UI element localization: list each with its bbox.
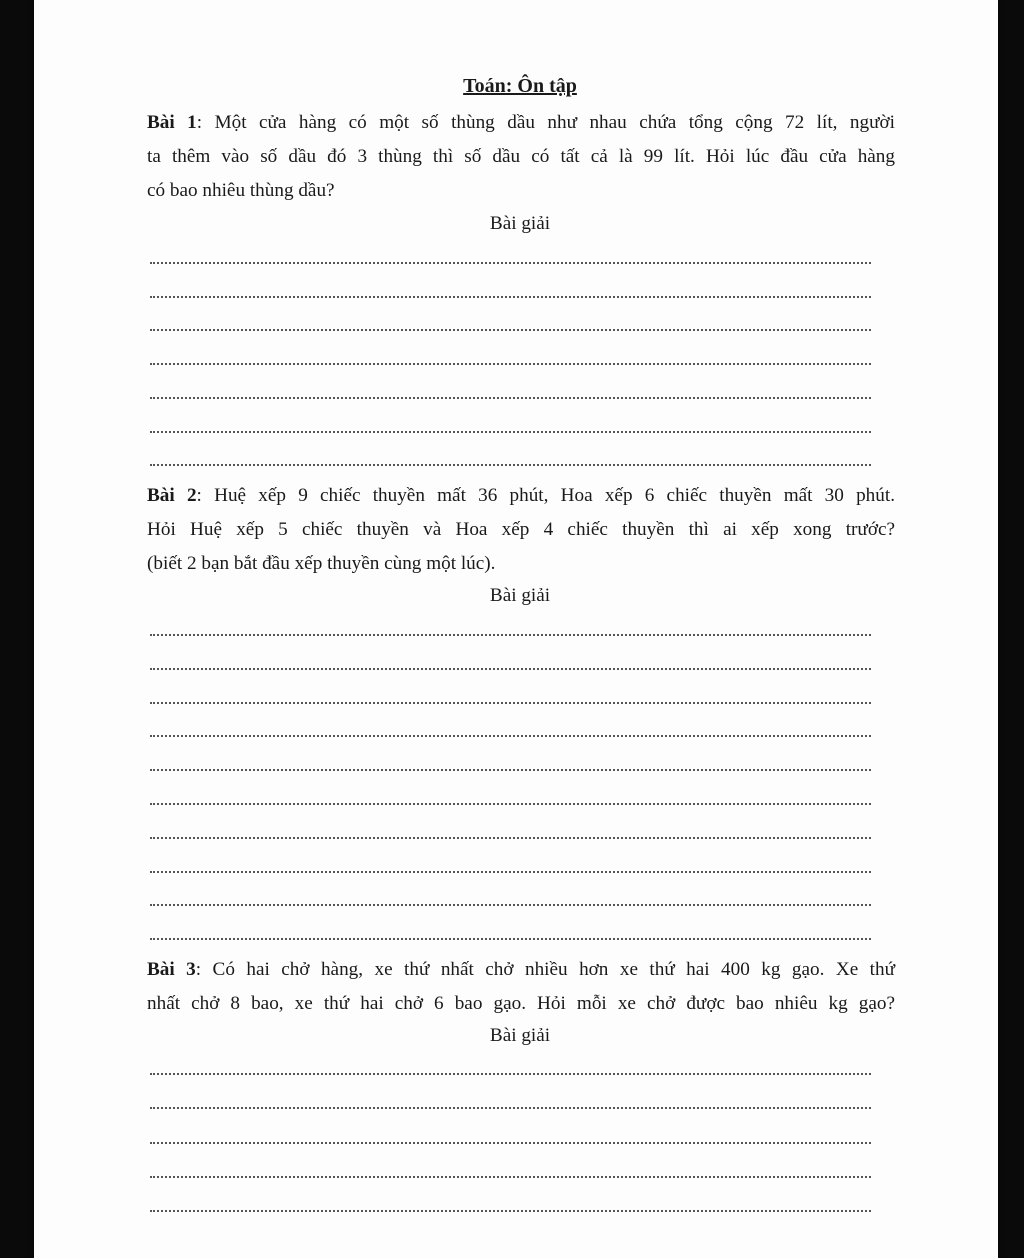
answer-dotted-line xyxy=(150,938,871,940)
answer-dotted-line xyxy=(150,1142,871,1144)
answer-dotted-line xyxy=(150,329,871,331)
exercise-2-label: Bài 2 xyxy=(147,485,197,506)
answer-dotted-line xyxy=(150,837,871,839)
exercise-2-solution-heading: Bài giải xyxy=(489,585,551,606)
answer-dotted-line xyxy=(150,634,871,636)
exercise-2-line-1: Bài 2: Huệ xếp 9 chiếc thuyền mất 36 phút, Hoa xếp 6 chiếc thuyền mất 30 phút. xyxy=(147,485,895,506)
exercise-2-line-3: (biết 2 bạn bắt đầu xếp thuyền cùng một lúc). xyxy=(147,553,496,574)
exercise-3-label: Bài 3 xyxy=(147,959,196,980)
answer-dotted-line xyxy=(150,1210,871,1212)
answer-dotted-line xyxy=(150,769,871,771)
exercise-3-text xyxy=(147,953,895,1021)
exercise-1-label: Bài 1 xyxy=(147,112,197,133)
answer-dotted-line xyxy=(150,431,871,433)
answer-dotted-line xyxy=(150,803,871,805)
answer-dotted-line xyxy=(150,668,871,670)
exercise-2-line-2: Hỏi Huệ xếp 5 chiếc thuyền và Hoa xếp 4 chiếc thuyền thì ai xếp xong trước? xyxy=(147,519,895,540)
exercise-1-solution-heading: Bài giải xyxy=(489,213,551,234)
answer-dotted-line xyxy=(150,397,871,399)
answer-dotted-line xyxy=(150,904,871,906)
exercise-2-text xyxy=(147,479,895,581)
exercise-3-line-1: Bài 3: Có hai chở hàng, xe thứ nhất chở nhiều hơn xe thứ hai 400 kg gạo. Xe thứ xyxy=(147,959,895,980)
answer-dotted-line xyxy=(150,262,871,264)
exercise-1-text xyxy=(147,106,895,208)
exercise-3-solution-heading: Bài giải xyxy=(489,1025,551,1046)
exercise-1-line-2: ta thêm vào số dầu đó 3 thùng thì số dầu có tất cả là 99 lít. Hỏi lúc đầu cửa hàng xyxy=(147,146,895,167)
answer-dotted-line xyxy=(150,1176,871,1178)
answer-dotted-line xyxy=(150,702,871,704)
exercise-1-line-3: có bao nhiêu thùng dầu? xyxy=(147,180,335,201)
answer-dotted-line xyxy=(150,1073,871,1075)
exercise-1-line-1: Bài 1: Một cửa hàng có một số thùng dầu như nhau chứa tổng cộng 72 lít, người xyxy=(147,112,895,133)
answer-dotted-line xyxy=(150,871,871,873)
answer-dotted-line xyxy=(150,464,871,466)
answer-dotted-line xyxy=(150,735,871,737)
answer-dotted-line xyxy=(150,296,871,298)
worksheet-page xyxy=(34,0,998,1258)
exercise-3-line-2: nhất chở 8 bao, xe thứ hai chở 6 bao gạo. Hỏi mỗi xe chở được bao nhiêu kg gạo? xyxy=(147,993,895,1014)
answer-dotted-line xyxy=(150,1107,871,1109)
answer-dotted-line xyxy=(150,363,871,365)
page-title: Toán: Ôn tập xyxy=(463,75,577,97)
